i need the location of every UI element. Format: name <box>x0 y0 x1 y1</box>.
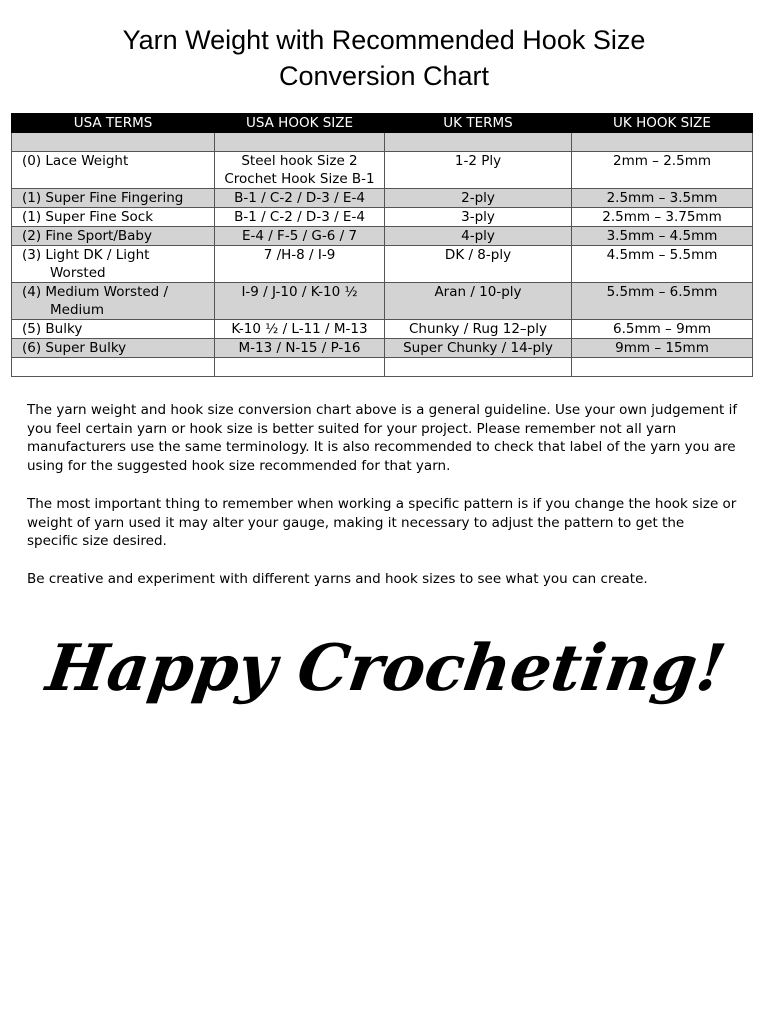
table-row <box>12 320 753 339</box>
usa-terms-cell: (1) Super Fine Fingering <box>12 189 215 208</box>
table-row <box>12 152 753 189</box>
header-uk-terms: UK TERMS <box>385 114 572 133</box>
uk-terms-cell: 1-2 Ply <box>385 152 572 189</box>
usa-terms-cell: (3) Light DK / Light Worsted <box>12 246 215 283</box>
table-row <box>12 189 753 208</box>
uk-hook-cell: 2.5mm – 3.75mm <box>572 208 753 227</box>
guideline-paragraph: The yarn weight and hook size conversion chart above is a general guideline. Use your own judgement if you feel certain yarn or hook size is better suited for your project. Please remember not all yarn manufacturers use the same terminology. It is also recommended to check that label of the yarn you are using for the suggested hook size recommended for that yarn. <box>27 402 738 475</box>
table-row <box>12 339 753 358</box>
signature-text: Happy Crocheting! <box>42 631 731 706</box>
usa-hook-cell: Steel hook Size 2 Crochet Hook Size B-1 <box>215 152 385 189</box>
table-row <box>12 246 753 283</box>
header-usa-terms: USA TERMS <box>12 114 215 133</box>
table-row <box>12 208 753 227</box>
uk-hook-cell: 2.5mm – 3.5mm <box>572 189 753 208</box>
page-title <box>0 22 768 94</box>
uk-terms-cell: Super Chunky / 14-ply <box>385 339 572 358</box>
uk-terms-cell: Chunky / Rug 12–ply <box>385 320 572 339</box>
uk-hook-cell: 4.5mm – 5.5mm <box>572 246 753 283</box>
table-spacer-row <box>12 358 753 377</box>
conversion-table <box>11 113 753 377</box>
happy-crocheting-signature <box>0 612 768 722</box>
gauge-paragraph: The most important thing to remember when working a specific pattern is if you change the hook size or weight of yarn used it may alter your gauge, making it necessary to adjust the pattern to get the specific size desired. <box>27 496 737 550</box>
uk-terms-cell: 2-ply <box>385 189 572 208</box>
uk-hook-cell: 5.5mm – 6.5mm <box>572 283 753 320</box>
usa-terms-cell: (0) Lace Weight <box>12 152 215 189</box>
usa-hook-cell: K-10 ½ / L-11 / M-13 <box>215 320 385 339</box>
usa-hook-cell: I-9 / J-10 / K-10 ½ <box>215 283 385 320</box>
table-row <box>12 227 753 246</box>
title-line-1: Yarn Weight with Recommended Hook Size <box>122 25 646 55</box>
table-header-row <box>12 114 753 133</box>
experiment-paragraph: Be creative and experiment with different yarns and hook sizes to see what you can create. <box>27 571 648 587</box>
usa-terms-cell: (2) Fine Sport/Baby <box>12 227 215 246</box>
usa-hook-cell: E-4 / F-5 / G-6 / 7 <box>215 227 385 246</box>
table-row <box>12 283 753 320</box>
usa-hook-cell: B-1 / C-2 / D-3 / E-4 <box>215 208 385 227</box>
uk-hook-cell: 6.5mm – 9mm <box>572 320 753 339</box>
usa-hook-cell: B-1 / C-2 / D-3 / E-4 <box>215 189 385 208</box>
usa-terms-cell: (1) Super Fine Sock <box>12 208 215 227</box>
usa-terms-cell: (5) Bulky <box>12 320 215 339</box>
header-uk-hook-size: UK HOOK SIZE <box>572 114 753 133</box>
usa-terms-cell: (4) Medium Worsted / Medium <box>12 283 215 320</box>
title-line-2: Conversion Chart <box>278 61 490 91</box>
usa-hook-cell: M-13 / N-15 / P-16 <box>215 339 385 358</box>
usa-terms-cell: (6) Super Bulky <box>12 339 215 358</box>
uk-hook-cell: 2mm – 2.5mm <box>572 152 753 189</box>
uk-terms-cell: DK / 8-ply <box>385 246 572 283</box>
table-spacer-row <box>12 133 753 152</box>
uk-hook-cell: 3.5mm – 4.5mm <box>572 227 753 246</box>
uk-hook-cell: 9mm – 15mm <box>572 339 753 358</box>
usa-hook-cell: 7 /H-8 / I-9 <box>215 246 385 283</box>
uk-terms-cell: Aran / 10-ply <box>385 283 572 320</box>
uk-terms-cell: 3-ply <box>385 208 572 227</box>
uk-terms-cell: 4-ply <box>385 227 572 246</box>
header-usa-hook-size: USA HOOK SIZE <box>215 114 385 133</box>
